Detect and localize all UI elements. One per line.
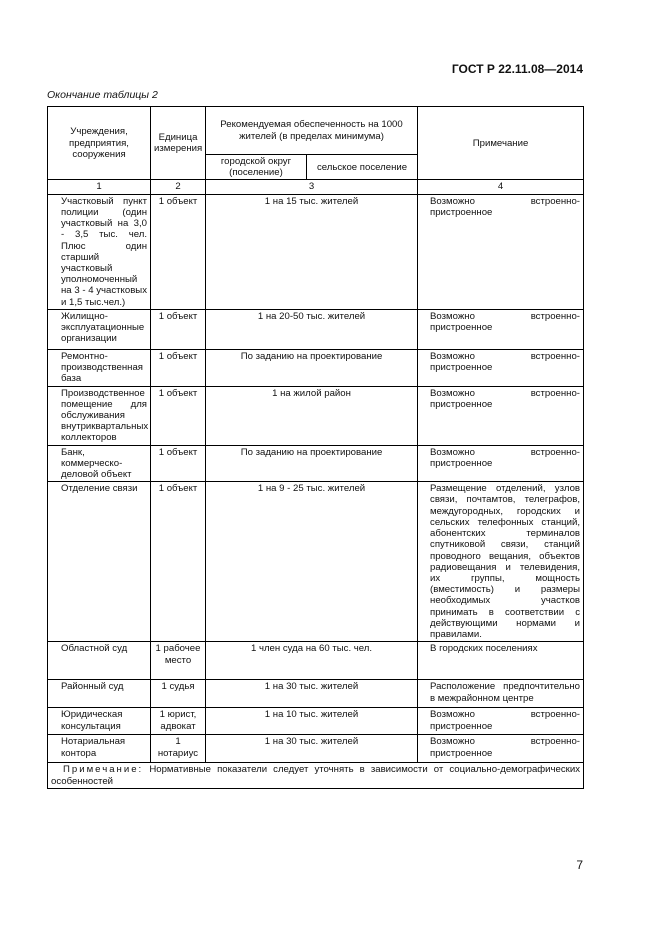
table-row (48, 680, 584, 708)
institution-cell: Районный суд (48, 680, 151, 708)
col-number: 3 (206, 180, 418, 194)
institution-cell: Нотариальная контора (48, 735, 151, 763)
footnote-label: Примечание: (63, 764, 144, 776)
table-row (48, 445, 584, 482)
unit-cell: 1 объект (151, 349, 206, 386)
rate-cell: По заданию на проектирование (206, 445, 418, 482)
header-urban: городской округ (поселение) (206, 155, 307, 180)
note-cell: Возможно встроенно-пристроенное (418, 445, 584, 482)
table-footnote-row (48, 763, 584, 789)
page-number: 7 (576, 858, 583, 872)
rate-cell: 1 на 30 тыс. жителей (206, 680, 418, 708)
institution-cell: Банк, коммерческо-деловой объект (48, 445, 151, 482)
col-number: 4 (418, 180, 584, 194)
note-cell: В городских поселениях (418, 642, 584, 680)
unit-cell: 1 судья (151, 680, 206, 708)
rate-cell: 1 на 30 тыс. жителей (206, 735, 418, 763)
unit-cell: 1 нотариус (151, 735, 206, 763)
table-row (48, 309, 584, 349)
unit-cell: 1 юрист, адвокат (151, 708, 206, 735)
note-cell: Размещение отделений, узлов связи, почтамтов, телеграфов, междугородных, городских и сельских телефонных станций, абонентских терминалов спутниковой связи, станций проводного вещания, объектов радиовещания и телевидения, их группы, мощность (вместимость) и размеры необходимых участков принимать в соответствии с действующими нормами и правилами. (418, 482, 584, 642)
table-row (48, 735, 584, 763)
column-numbers-row (48, 180, 584, 194)
document-code: ГОСТ Р 22.11.08—2014 (451, 62, 583, 76)
rate-cell: 1 на 10 тыс. жителей (206, 708, 418, 735)
table-row (48, 642, 584, 680)
rate-cell: 1 на 20-50 тыс. жителей (206, 309, 418, 349)
unit-cell: 1 объект (151, 482, 206, 642)
table-row (48, 349, 584, 386)
table-caption: Окончание таблицы 2 (47, 89, 158, 101)
table-footnote (48, 763, 584, 789)
institution-cell: Юридическая консультация (48, 708, 151, 735)
note-cell: Возможно встроенно-пристроенное (418, 309, 584, 349)
col-number: 2 (151, 180, 206, 194)
header-institutions: Учреждения, предприятия, сооружения (48, 107, 151, 180)
note-cell: Возможно встроенно-пристроенное (418, 194, 584, 309)
rate-cell: По заданию на проектирование (206, 349, 418, 386)
note-cell: Возможно встроенно-пристроенное (418, 349, 584, 386)
institution-cell: Ремонтно-производственная база (48, 349, 151, 386)
institution-cell: Участковый пункт полиции (один участковый на 3,0 - 3,5 тыс. чел. Плюс один старший участковый уполномоченный на 3 - 4 участковых и 1,5 тыс.чел.) (48, 194, 151, 309)
table-row (48, 194, 584, 309)
header-rural: сельское поселение (307, 155, 418, 180)
rate-cell: 1 член суда на 60 тыс. чел. (206, 642, 418, 680)
col-number: 1 (48, 180, 151, 194)
institution-cell: Областной суд (48, 642, 151, 680)
institution-cell: Производственное помещение для обслуживания внутриквартальных коллекторов (48, 386, 151, 445)
unit-cell: 1 рабочее место (151, 642, 206, 680)
header-unit: Единица измерения (151, 107, 206, 180)
note-cell: Возможно встроенно-пристроенное (418, 386, 584, 445)
table-row (48, 708, 584, 735)
rate-cell: 1 на жилой район (206, 386, 418, 445)
unit-cell: 1 объект (151, 309, 206, 349)
rate-cell: 1 на 9 - 25 тыс. жителей (206, 482, 418, 642)
footnote-text: Нормативные показатели следует уточнять в зависимости от социально-демографических особенностей (51, 764, 581, 787)
header-note: Примечание (418, 107, 584, 180)
table-header-row (48, 107, 584, 155)
note-cell: Расположение предпочтительно в межрайонном центре (418, 680, 584, 708)
note-cell: Возможно встроенно-пристроенное (418, 735, 584, 763)
institution-cell: Жилищно-эксплуатационные организации (48, 309, 151, 349)
table-row (48, 386, 584, 445)
unit-cell: 1 объект (151, 445, 206, 482)
table-row (48, 482, 584, 642)
institution-cell: Отделение связи (48, 482, 151, 642)
header-rate: Рекомендуемая обеспеченность на 1000 жителей (в пределах минимума) (206, 107, 418, 155)
rate-cell: 1 на 15 тыс. жителей (206, 194, 418, 309)
norms-table (47, 106, 584, 789)
note-cell: Возможно встроенно-пристроенное (418, 708, 584, 735)
unit-cell: 1 объект (151, 194, 206, 309)
unit-cell: 1 объект (151, 386, 206, 445)
